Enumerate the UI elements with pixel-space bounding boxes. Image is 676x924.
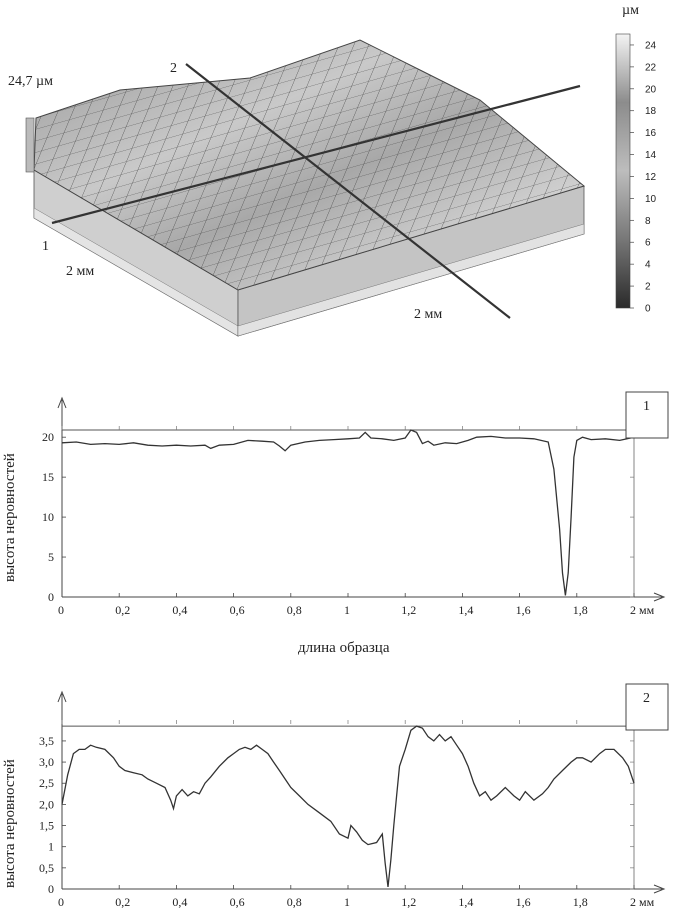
x-tick-label: 0,2 bbox=[115, 603, 131, 617]
colorbar-gradient bbox=[616, 34, 630, 308]
colorbar-ticks bbox=[630, 40, 657, 314]
y-tick-label: 2,5 bbox=[39, 776, 54, 791]
y-tick-label: 5 bbox=[48, 550, 54, 565]
colorbar-tick-label: 10 bbox=[645, 193, 657, 205]
colorbar-tick-label: 16 bbox=[645, 128, 657, 140]
x-tick-label: 0,6 bbox=[229, 603, 245, 617]
colorbar-tick-label: 0 bbox=[645, 303, 651, 315]
x-tick-label: 1 bbox=[344, 603, 350, 617]
colorbar-tick-label: 20 bbox=[645, 84, 657, 96]
colorbar-tick-label: 14 bbox=[645, 150, 657, 162]
colorbar-tick-label: 22 bbox=[645, 62, 657, 74]
y-tick-label: 10 bbox=[42, 510, 54, 525]
x-tick-label: 2 мм bbox=[630, 895, 655, 909]
colorbar-unit: µм bbox=[622, 3, 639, 18]
x-tick-label: 1,4 bbox=[458, 603, 474, 617]
y-tick-label: 15 bbox=[42, 470, 54, 485]
z-height-label: 24,7 µм bbox=[8, 74, 53, 89]
y-tick-label: 0 bbox=[48, 882, 54, 896]
x-tick-label: 0,8 bbox=[286, 603, 302, 617]
x-tick-label: 0,8 bbox=[286, 895, 302, 909]
chart-1-axes bbox=[58, 398, 664, 601]
colorbar-tick-label: 18 bbox=[645, 106, 657, 118]
x-tick-label: 1,4 bbox=[458, 895, 474, 909]
y-tick-label: 2,0 bbox=[39, 797, 54, 812]
x-tick-label: 1,8 bbox=[572, 895, 588, 909]
x-tick-label: 1 bbox=[344, 895, 350, 909]
x-tick-label: 0,4 bbox=[172, 895, 188, 909]
profile-2-marker: 2 bbox=[170, 61, 177, 76]
y-tick-label: 3,0 bbox=[39, 755, 54, 770]
colorbar-tick-label: 24 bbox=[645, 40, 657, 52]
profile-chart-1 bbox=[2, 392, 668, 656]
profile-1-marker: 1 bbox=[42, 239, 49, 254]
y-tick-label: 0,5 bbox=[39, 860, 54, 875]
y-tick-label: 1,5 bbox=[39, 818, 54, 833]
y-tick-label: 20 bbox=[42, 430, 54, 445]
y-tick-label: 3,5 bbox=[39, 733, 54, 748]
y-tick-label: 1 bbox=[48, 839, 54, 854]
profile-chart-2 bbox=[2, 684, 668, 909]
chart-2-ylabel: высота неровностей bbox=[2, 759, 18, 888]
x-tick-label: 0,6 bbox=[229, 895, 245, 909]
colorbar-tick-label: 6 bbox=[645, 237, 651, 249]
y-tick-label: 0 bbox=[48, 590, 54, 604]
chart-2-series-line bbox=[62, 726, 634, 887]
surface-3d-plot bbox=[8, 40, 584, 336]
x-tick-label: 1,6 bbox=[515, 603, 531, 617]
x-tick-label: 2 мм bbox=[630, 603, 655, 617]
chart-1-xlabel: длина образца bbox=[298, 640, 390, 656]
chart-1-ticks bbox=[42, 426, 655, 617]
x-tick-label: 0,2 bbox=[115, 895, 131, 909]
x-tick-label: 1,2 bbox=[401, 603, 417, 617]
chart-2-badge: 2 bbox=[643, 691, 650, 706]
chart-2-axes bbox=[58, 692, 664, 893]
x-tick-label: 0 bbox=[58, 895, 64, 909]
x-tick-label: 1,6 bbox=[515, 895, 531, 909]
z-scale-bar bbox=[26, 118, 34, 172]
y-size-label: 2 мм bbox=[414, 307, 443, 322]
colorbar-tick-label: 2 bbox=[645, 281, 651, 293]
colorbar-tick-label: 12 bbox=[645, 171, 657, 183]
x-size-label: 2 мм bbox=[66, 264, 95, 279]
chart-1-series-line bbox=[62, 430, 634, 595]
colorbar bbox=[616, 3, 657, 315]
x-tick-label: 0,4 bbox=[172, 603, 188, 617]
chart-1-badge: 1 bbox=[643, 399, 650, 414]
chart-1-ylabel: высота неровностей bbox=[2, 453, 18, 582]
x-tick-label: 1,8 bbox=[572, 603, 588, 617]
x-tick-label: 0 bbox=[58, 603, 64, 617]
colorbar-tick-label: 4 bbox=[645, 259, 651, 271]
colorbar-tick-label: 8 bbox=[645, 215, 651, 227]
x-tick-label: 1,2 bbox=[401, 895, 417, 909]
chart-2-ticks bbox=[39, 720, 655, 909]
